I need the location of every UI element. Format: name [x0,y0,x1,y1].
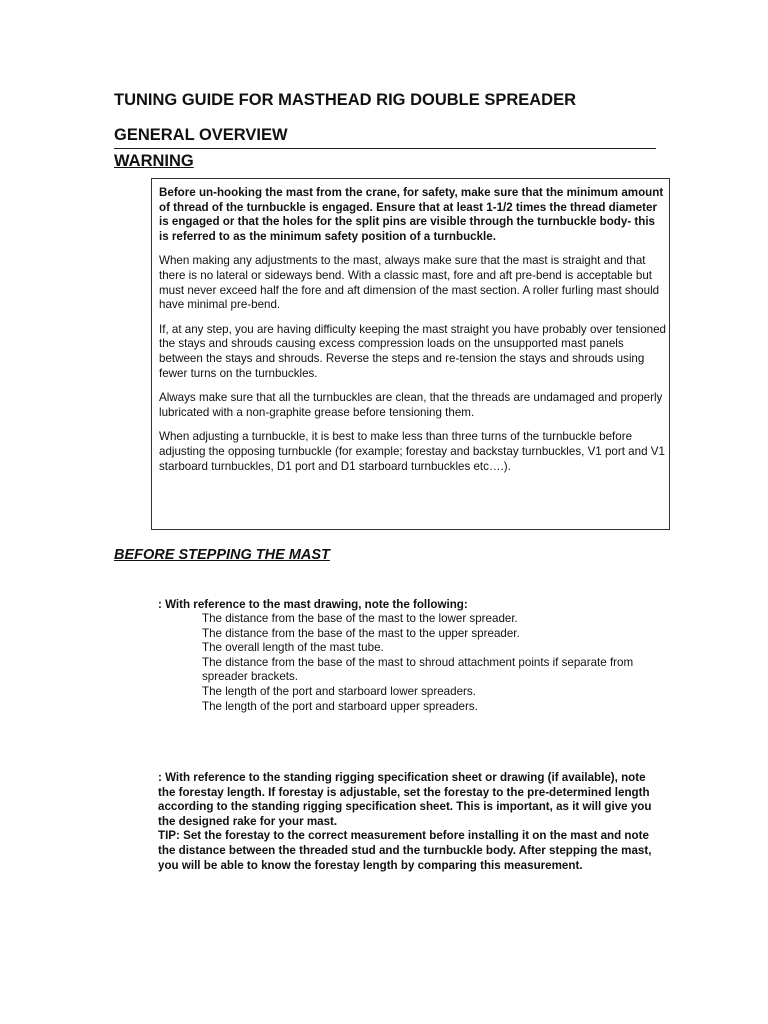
mast-drawing-intro: : With reference to the mast drawing, note the following: [158,598,468,611]
section-heading-warning: WARNING [114,152,194,170]
warning-paragraph-over-tension: If, at any step, you are having difficulty keeping the mast straight you have probably over tensioned the stays and shrouds causing excess compression loads on the unsupported mast panels between the stays and shrouds. Reverse the steps and re-tension the stays and shrouds using fewer turns on the turnbuckles. [159,322,666,380]
list-item: The length of the port and starboard lower spreaders. [202,684,476,698]
list-item: The length of the port and starboard upper spreaders. [202,699,478,713]
list-item: The overall length of the mast tube. [202,641,384,655]
list-item: The distance from the base of the mast to the lower spreader. [202,612,518,625]
heading-rule [114,148,656,149]
warning-paragraph-straight-mast: When making any adjustments to the mast, always make sure that the mast is straight and that there is no lateral or sideways bend. With a classic mast, fore and aft pre-bend is acceptable but must never exceed half the fore and aft dimension of the mast section. A roller furling mast should have minimal pre-bend. [159,254,660,312]
warning-paragraph-lubrication: Always make sure that all the turnbuckles are clean, that the threads are undamaged and properly lubricated with a non-graphite grease before tensioning them. [159,391,663,419]
section-heading-before-stepping: BEFORE STEPPING THE MAST [114,547,330,563]
warning-box [151,178,670,530]
list-item: The distance from the base of the mast to the upper spreader. [202,626,520,640]
rigging-note [158,771,658,873]
rigging-paragraph: : With reference to the standing rigging specification sheet or drawing (if available), note the forestay length. If forestay is adjustable, set the forestay to the pre-determined length according to the standing rigging specification sheet. This is important, as it will give you the designed rake for your mast. [158,771,652,828]
warning-content [159,186,667,484]
document-title: TUNING GUIDE FOR MASTHEAD RIG DOUBLE SPREADER [114,91,577,109]
mast-drawing-list [202,612,662,714]
warning-paragraph-safety: Before un-hooking the mast from the crane, for safety, make sure that the minimum amount of thread of the turnbuckle is engaged. Ensure that at least 1-1/2 times the thread diameter is engaged or that the holes for the split pins are visible through the turnbuckle body- this is referred to as the minimum safety position of a turnbuckle. [159,186,664,243]
list-item: The distance from the base of the mast to shroud attachment points if separate from spreader brackets. [202,655,634,684]
warning-paragraph-adjusting: When adjusting a turnbuckle, it is best to make less than three turns of the turnbuckle before adjusting the opposing turnbuckle (for example; forestay and backstay turnbuckles, V1 port and V1 starboard turnbuckles, D1 port and D1 starboard turnbuckles etc….). [159,430,665,473]
section-heading-general-overview: GENERAL OVERVIEW [114,126,288,144]
tip-paragraph: TIP: Set the forestay to the correct measurement before installing it on the mast and note the distance between the threaded stud and the turnbuckle body. After stepping the mast, you will be able to know the forestay length by comparing this measurement. [158,829,652,872]
